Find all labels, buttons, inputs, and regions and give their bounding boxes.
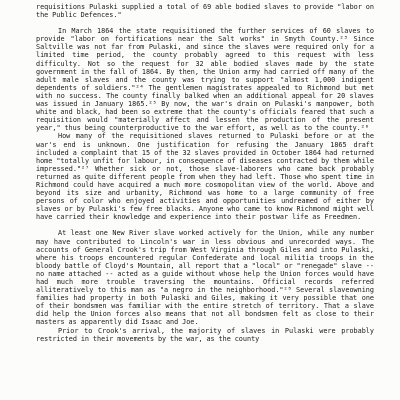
paragraph-saltworks: In March 1864 the state requisitioned the further services of 60 slaves to provide "labor on fortifications near the Salt works" in Smyth County.²³ Since Saltville was not far from Pulaski, and since the slaves were required only for a limited time period, the county probably agreed to this request with less difficulty. Not so the request for 32 able bodied slaves made by the state government in the fall of 1864. By then, the Union army had carried off many of the adult male slaves and the county was trying to support "almost 1,000 indigent dependents of soldiers."²⁴ The gentlemen magistrates appealed to Richmond but met with no success. The county finally balked when an additional appeal for 20 slaves was issued in January 1865.²⁵ By now, the war's drain on Pulaski's manpower, both white and black, had been so extreme that the county's officials feared that such a requisition would "materially affect and lessen the production of the present year," thus being counterproductive to the war effort, as well as to the county.²⁶ [36, 27, 374, 133]
paragraph-gap [36, 221, 374, 229]
paragraph-crook-arrival: Prior to Crook's arrival, the majority of slaves in Pulaski were probably restricted in their movements by the war, as the county [36, 326, 374, 343]
paragraph-union-guide: At least one New River slave worked actively for the Union, while any number may have contributed to Lincoln's war in less obvious and unrecorded ways. The accounts of General Crook's trip from West Virginia through Giles and into Pulaski, where his troops encountered regular Confederate and local militia troops in the bloody battle of Cloyd's Mountain, all report that a "local" or "renegade" slave -- no name attached -- acted as a guide without whose help the Union forces would have had much more trouble traversing the mountains. Official records referred alliteratively to this man as "a negro in the neighborhood."²⁸ Several slaveowning families had property in both Pulaski and Giles, making it very possible that one of their bondsmen was familiar with the entire stretch of territory. That a slave did help the Union forces also means that not all bondsmen felt as close to their masters as apparently did Isaac and Joe. [36, 229, 374, 327]
paragraph-gap [36, 19, 374, 27]
paragraph-returned-slaves: How many of the requisitioned slaves returned to Pulaski before or at the war's end is unknown. One justification for refusing the January 1865 draft included a complaint that 15 of the 32 slaves provided in October 1864 had returned home "totally unfit for labour, in consequence of diseases contracted by them while impressed."²⁷ Whether sick or not, those slave-laborers who came back probably returned as quite different people from when they had left. Those who spent time in Richmond could have acquired a much more cosmopolitan view of the world. Above and beyond its size and urbanity, Richmond was home to a large community of free persons of color who enjoyed activities and opportunities undreamed of either by slaves or by Pulaski's few free blacks. Anyone who came to know Richmond might well have carried their knowledge and experience into their postwar life as Freedmen. [36, 132, 374, 222]
paragraph-requisitions-total: requisitions Pulaski supplied a total of 69 able bodied slaves to provide "labor on the Public Defences." [36, 3, 374, 20]
